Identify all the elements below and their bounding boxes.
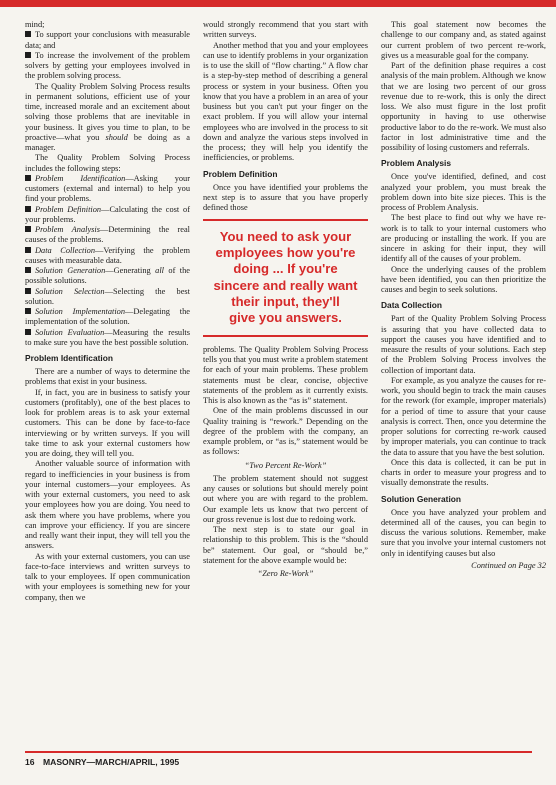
paragraph: Part of the definition phase requires a cost analysis of the main problem. Although we know that we are losing two percent of our gross revenue due to re-work, this is only the direct loss. We also must figure in the lost profit opportunity in having to use otherwise productive labor to do the re-work. We must also factor in lost administrative time and the possibility of losing customers and referrals.	[381, 61, 546, 152]
bullet-item	[25, 225, 190, 246]
paragraph: If, in fact, you are in business to satisfy your customers (profitably), one of the best places to look for problem areas is to ask your external customers. This can be done by face-to-face interviewing or by written surveys. If you will take time to ask your external customers how you are doing, they will tell you.	[25, 387, 190, 458]
bullet-item	[25, 174, 190, 205]
square-bullet-icon	[25, 267, 31, 273]
page-number: 16	[25, 757, 35, 767]
paragraph: Once you've identified, defined, and cost analyzed your problem, you must break the problem down into bite size pieces. This is the process of Problem Analysis.	[381, 172, 546, 212]
paragraph: Once you have analyzed your problem and determined all of the causes, you can begin to discuss the various solutions. Remember, make sure that you involve your internal customers not only in identifying causes but also	[381, 507, 546, 558]
pull-quote	[203, 219, 368, 337]
paragraph: Another method that you and your employees can use to identify problems in your organization is to use the skill of “flow charting.” A flow char is a step-by-step method of describing a general process or system in your business. Often you know that you have a problem in an area of your business but you can't put your finger on the exact problem. If you will allow your internal employees who are involved in the process to sit down and analyze the various steps involved in the process; they will help you identify the inefficiencies, or problems.	[203, 40, 368, 163]
square-bullet-icon	[25, 206, 31, 212]
paragraph: The best place to find out why we have re-work is to talk to your internal customers who are producing or installing the work. If you are sincere in asking for their input, they will identify all of the causes of your problem.	[381, 213, 546, 264]
pull-quote-line: sincere and really want	[213, 277, 358, 293]
bullet-item	[25, 246, 190, 267]
bullet-text: Solution Evaluation—Measuring the results to make sure you have the best possible solution.	[25, 327, 190, 347]
paragraph: As with your external customers, you can use face-to-face interviews and written surveys to talk to your employees. If open communication with your employees is something new for your company, then we	[25, 551, 190, 602]
bullet-text: Problem Definition—Calculating the cost of your problems.	[25, 204, 190, 224]
section-heading: Problem Definition	[203, 168, 278, 179]
section-heading: Problem Identification	[25, 353, 113, 363]
column-1	[25, 20, 190, 603]
square-bullet-icon	[25, 308, 31, 314]
bullet-text: Solution Selection—Selecting the best solution.	[25, 286, 191, 306]
square-bullet-icon	[25, 329, 31, 335]
bullet-text: Solution Implementation—Delegating the implementation of the solution.	[25, 307, 190, 327]
bullet-text: Problem Identification—Asking your customers (external and internal) to help you find your problems.	[25, 173, 190, 204]
column-2	[203, 20, 368, 582]
bullet-text: Problem Analysis—Determining the real causes of the problems.	[25, 225, 190, 245]
pull-quote-line: employees how you're	[215, 245, 356, 261]
paragraph: Once this data is collected, it can be put in charts in order to measure your progress and to visually demonstrate the results.	[381, 457, 546, 488]
paragraph: One of the main problems discussed in our Quality training is “rework.” Depending on the degree of the problem with the company, an example problem, or “as is,” statement would be as follows:	[203, 406, 368, 457]
square-bullet-icon	[25, 52, 31, 58]
paragraph: mind;	[25, 20, 45, 29]
square-bullet-icon	[25, 175, 31, 181]
bullet-item	[25, 205, 190, 226]
top-red-rule	[0, 0, 556, 7]
paragraph: For example, as you analyze the causes for re-work, you should begin to track the main causes for the rework (for example, improper materials) for a period of time to assure that your cause analysis is correct. Then, once you determine the proper solutions for correcting re-work caused by improper materials, you can continue to track the data to assure that you have the best solution.	[381, 375, 546, 457]
statement-example: “Zero Re-Work”	[257, 569, 314, 579]
paragraph: The Quality Problem Solving Process includes the following steps:	[25, 153, 190, 173]
bullet-item	[25, 266, 190, 287]
section-heading: Solution Generation	[381, 493, 462, 504]
bullet-text: To increase the involvement of the problem solvers by getting your employees involved in the problem solving process.	[25, 50, 190, 81]
paragraph: Another valuable source of information with regard to inefficiencies in your business is from your internal customers—your employees. As with your external customers, you need to ask your employees how you are doing. You need to ask them where you have problems, where you can improve your efficiency. If you are sincere and really want their input, they will tell you the answers.	[25, 459, 190, 551]
bullet-item	[25, 287, 190, 308]
section-heading: Data Collection	[381, 300, 442, 311]
pull-quote-line: their input, they'll	[231, 293, 340, 309]
square-bullet-icon	[25, 247, 31, 253]
bullet-item	[25, 328, 190, 349]
bullet-item	[25, 51, 190, 82]
square-bullet-icon	[25, 288, 31, 294]
pull-quote-line: give you answers.	[229, 309, 342, 325]
continued-note: Continued on Page 32	[471, 560, 546, 570]
paragraph: The next step is to state our goal in relationship to this problem. This is the “should be” statement. Our goal, or “should be,” statement for the above example would be:	[203, 525, 368, 565]
paragraph: There are a number of ways to determine the problems that exist in your business.	[25, 367, 190, 387]
section-heading: Problem Analysis	[381, 158, 451, 169]
bullet-item	[25, 307, 190, 328]
bullet-text: To support your conclusions with measurable data; and	[25, 30, 190, 50]
paragraph: Part of the Quality Problem Solving Process is assuring that you have collected data to support the causes you have identified and to measure the results of your solutions. Each step of the Problem Solving Process involves the collection of important data.	[381, 314, 546, 375]
statement-example: “Two Percent Re-Work”	[244, 460, 327, 470]
square-bullet-icon	[25, 226, 31, 232]
paragraph: The Quality Problem Solving Process results in permanent solutions, efficient use of your time, increased morale and an excitement about solving those problems that are inevitable in your business. It gives you time to plan, to be proactive—what you should be doing as a manager.	[25, 81, 190, 152]
paragraph: The problem statement should not suggest any causes or solutions but should merely point out where you are with regard to the problem. Our example lets us know that two percent of our gross revenue is lost due to redoing work.	[203, 473, 368, 524]
paragraph: problems. The Quality Problem Solving Process tells you that you must write a problem statement for each of your main problems. These problem statements must be clear, concise, objective statements of the problem as it currently exists. This is also known as the “as is” statement.	[203, 344, 368, 406]
bullet-item	[25, 30, 190, 51]
square-bullet-icon	[25, 31, 31, 37]
paragraph: Once you have identified your problems the next step is to assure that you have properly defined those	[203, 182, 368, 212]
column-3	[381, 20, 546, 571]
footer-red-rule	[25, 751, 532, 753]
page-footer	[25, 757, 185, 767]
bullet-text: Data Collection—Verifying the problem causes with measurable data.	[25, 245, 190, 265]
paragraph: Once the underlying causes of the problem have been identified, you can then prioritize the causes and begin to seek solutions.	[381, 264, 546, 294]
paragraph: This goal statement now becomes the challenge to our company and, as stated against our current problem of two percent re-work, gives us a measurable goal for the company.	[381, 20, 546, 60]
bullet-text: Solution Generation—Generating all of the possible solutions.	[25, 266, 190, 286]
paragraph: would strongly recommend that you start with written surveys.	[203, 20, 368, 40]
pull-quote-line: You need to ask your	[219, 229, 352, 245]
publication-info: MASONRY—MARCH/APRIL, 1995	[42, 757, 180, 767]
pull-quote-line: doing ... If you're	[233, 261, 338, 277]
